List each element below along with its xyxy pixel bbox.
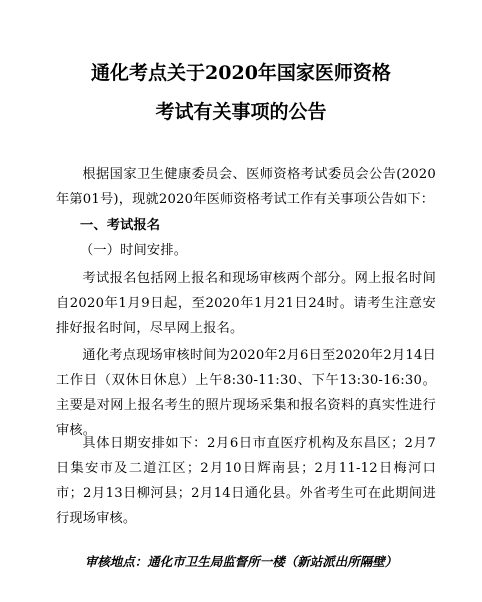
intro-paragraph: 根据国家卫生健康委员会、医师资格考试委员会公告(2020年第01号)，现就2020年医师资格考试工作有关事项公告如下： <box>56 167 436 207</box>
paragraph-online-registration: 考试报名包括网上报名和现场审核两个部分。网上报名时间自2020年1月9日起，至2020年1月21日24时。请考生注意安排好报名时间，尽早网上报名。 <box>56 271 436 336</box>
review-location: 审核地点：通化市卫生局监督所一楼（新站派出所隔壁） <box>84 554 398 569</box>
title-line-1: 通化考点关于2020年国家医师资格 <box>91 62 391 84</box>
paragraph-onsite-review-time: 通化考点现场审核时间为2020年2月6日至2020年2月14日工作日（双休日休息）上午8:30-11:30、下午13:30-16:30。主要是对网上报名考生的照片现场采集和报名资料的真实性进行审核。 <box>56 348 436 438</box>
title-line-2: 考试有关事项的公告 <box>155 101 327 123</box>
section-heading-exam-registration: 一、考试报名 <box>80 218 161 233</box>
subsection-heading-schedule: （一）时间安排。 <box>80 243 188 258</box>
paragraph-date-arrangement: 具体日期安排如下：2月6日市直医疗机构及东昌区；2月7日集安市及二道江区；2月10日辉南县；2月11-12日梅河口市；2月13日柳河县；2月14日通化县。外省考生可在此期间进行现场审核。 <box>56 436 436 526</box>
